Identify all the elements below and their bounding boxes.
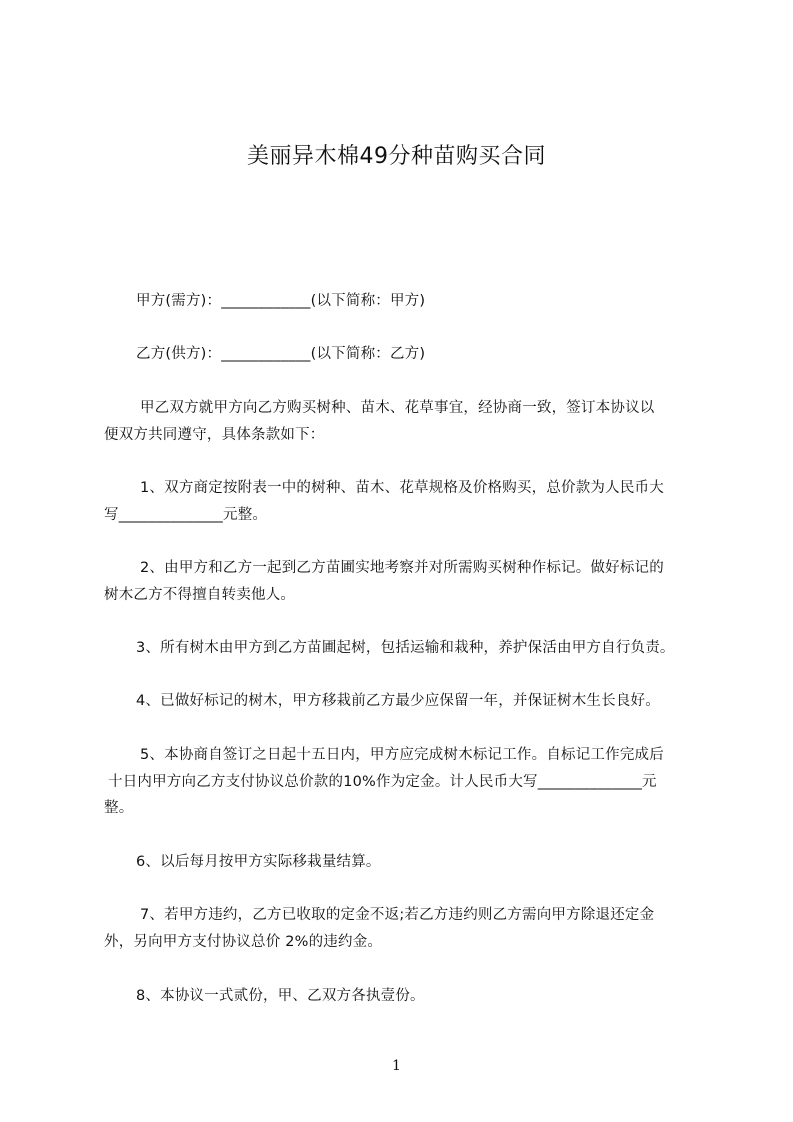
intro-line-2: 便双方共同遵守，具体条款如下： — [104, 427, 325, 443]
clause-8-line: 8、本协议一式贰份，甲、乙双方各执壹份。 — [136, 988, 425, 1004]
page-number: 1 — [392, 1058, 401, 1074]
clause-5-line-2: 十日内甲方向乙方支付协议总价款的10%作为定金。计人民币大写______________元 — [108, 774, 657, 790]
clause-2-line-1: 2、由甲方和乙方一起到乙方苗圃实地考察并对所需购买树种作标记。做好标记的 — [140, 560, 664, 576]
clause-2-line-2: 树木乙方不得擅自转卖他人。 — [104, 587, 296, 603]
clause-1-line-2: 写______________元整。 — [104, 507, 268, 523]
clause-3-line: 3、所有树木由甲方到乙方苗圃起树，包括运输和栽种，养护保活由甲方自行负责。 — [136, 640, 675, 656]
clause-5-line-1: 5、本协商自签订之日起十五日内，甲方应完成树木标记工作。自标记工作完成后 — [140, 747, 664, 763]
intro-line-1: 甲乙双方就甲方向乙方购买树种、苗木、花草事宜，经协商一致，签订本协议以 — [140, 400, 655, 416]
clause-1-line-1: 1、双方商定按附表一中的树种、苗木、花草规格及价格购买，总价款为人民币大 — [140, 480, 664, 496]
clause-6-line: 6、以后每月按甲方实际移栽量结算。 — [136, 854, 381, 870]
clause-7-line-2: 外，另向甲方支付协议总价 2%的违约金。 — [104, 934, 383, 950]
party-a-line: 甲方(需方)：____________(以下简称：甲方) — [136, 293, 426, 309]
party-b-line: 乙方(供方)：____________(以下简称：乙方) — [136, 346, 426, 362]
clause-7-line-1: 7、若甲方违约，乙方已收取的定金不返;若乙方违约则乙方需向甲方除退还定金 — [140, 907, 655, 923]
document-title: 美丽异木棉49分种苗购买合同 — [247, 144, 546, 169]
clause-5-line-3: 整。 — [104, 800, 134, 816]
clause-4-line: 4、已做好标记的树木，甲方移栽前乙方最少应保留一年，并保证树木生长良好。 — [136, 693, 660, 709]
